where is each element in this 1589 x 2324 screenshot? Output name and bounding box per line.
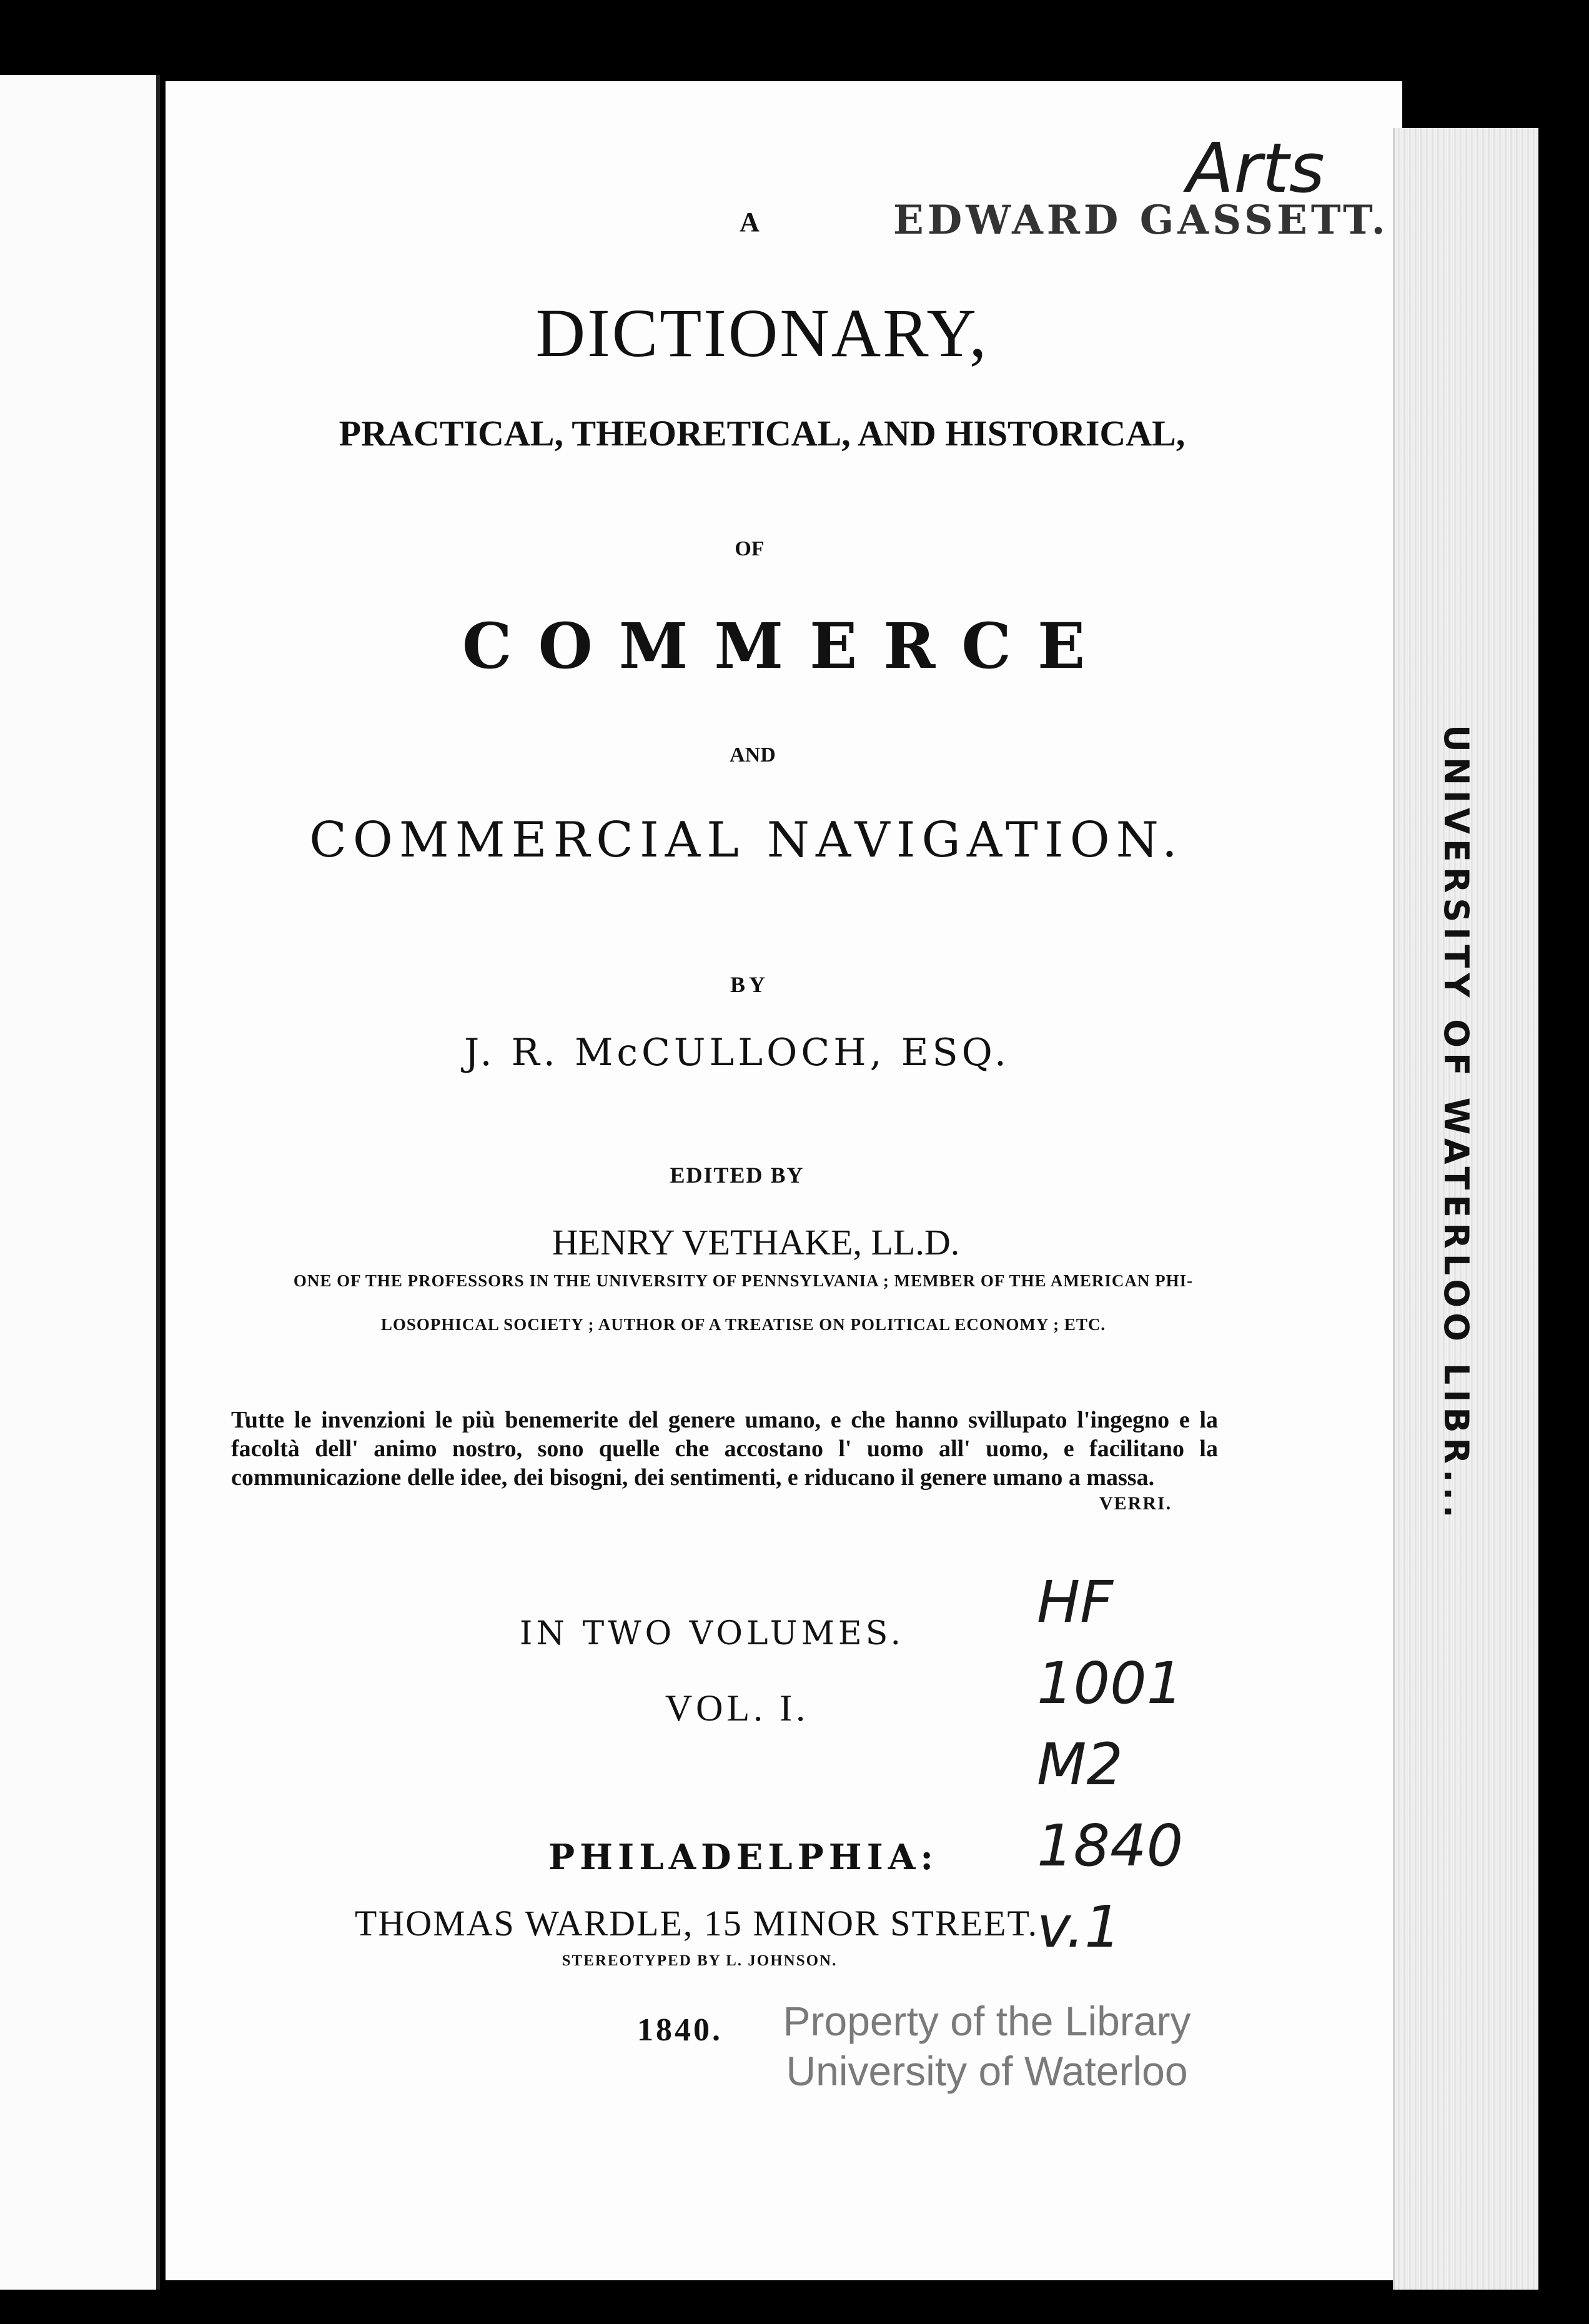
title-commercial-navigation: COMMERCIAL NAVIGATION. — [309, 812, 1184, 868]
title-article: A — [740, 207, 760, 237]
title-of: OF — [735, 537, 765, 560]
book-subtitle: PRACTICAL, THEORETICAL, AND HISTORICAL, — [339, 413, 1186, 454]
stereotyper: STEREOTYPED BY L. JOHNSON. — [562, 1952, 838, 1969]
volumes-note: IN TWO VOLUMES. — [519, 1615, 905, 1652]
handwritten-call-number — [1037, 1562, 1224, 1968]
library-stamp-line2: University of Waterloo — [786, 2048, 1188, 2094]
title-and: AND — [730, 743, 776, 767]
call-number-line: HF — [1037, 1569, 1114, 1636]
epigraph-author: VERRI. — [1099, 1493, 1172, 1514]
owner-stamp: EDWARD GASSETT. — [893, 197, 1389, 244]
editor-credentials-line1: ONE OF THE PROFESSORS IN THE UNIVERSITY OF PENNSYLVANIA ; MEMBER OF THE AMERICAN PHI- — [293, 1271, 1194, 1290]
title-by: BY — [730, 972, 769, 997]
publisher: THOMAS WARDLE, 15 MINOR STREET. — [354, 1903, 1039, 1944]
call-number-line: 1001 — [1037, 1650, 1184, 1717]
author-name: J. R. McCULLOCH, ESQ. — [464, 1031, 1010, 1075]
publication-city: PHILADELPHIA: — [548, 1837, 938, 1878]
editor-name: HENRY VETHAKE, LL.D. — [552, 1222, 960, 1263]
volume-number: VOL. I. — [665, 1687, 809, 1729]
library-stamp — [750, 1996, 1224, 2096]
epigraph: Tutte le invenzioni le più benemerite del genere umano, e che hanno svillupato l'ingegno e la facoltà dell' animo nostro, sono quelle che accostano l' uomo all' uomo, e facilitano la communicazione delle idee, dei bisogni, dei sentimenti, e riducano il genere umano a massa. — [231, 1407, 1218, 1491]
library-stamp-line1: Property of the Library — [783, 1998, 1191, 2044]
call-number-line: 1840 — [1037, 1812, 1184, 1879]
facing-page — [0, 75, 160, 2290]
edited-by-label: EDITED BY — [670, 1163, 804, 1188]
call-number-line: v.1 — [1037, 1894, 1121, 1960]
editor-credentials-line2: LOSOPHICAL SOCIETY ; AUTHOR OF A TREATISE ON POLITICAL ECONOMY ; ETC. — [380, 1315, 1106, 1334]
title-commerce: COMMERCE — [462, 609, 1112, 683]
spine-stamp: UNIVERSITY OF WATERLOO LIBR... — [1437, 725, 1476, 1523]
publication-year: 1840. — [637, 2012, 723, 2048]
book-title: DICTIONARY, — [535, 295, 989, 371]
handwritten-arts-note: Arts — [1187, 128, 1325, 208]
call-number-line: M2 — [1037, 1731, 1123, 1798]
